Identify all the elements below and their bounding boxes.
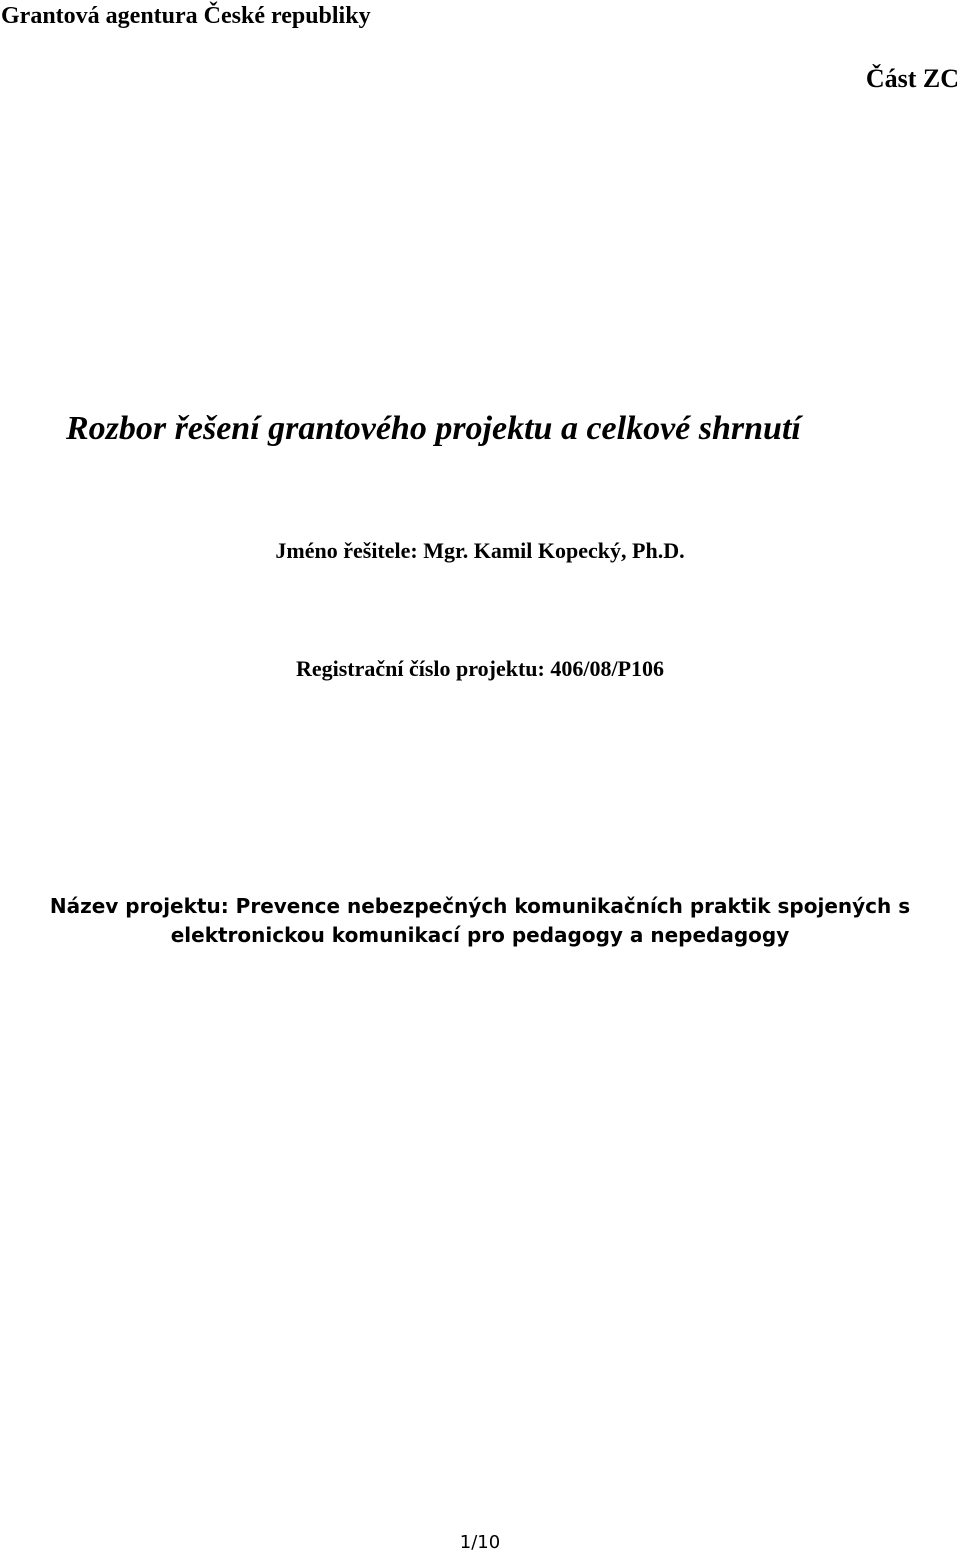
part-label: Část ZC xyxy=(865,64,959,93)
registration-line xyxy=(0,656,960,682)
agency-name: Grantová agentura České republiky xyxy=(1,3,371,29)
researcher-line xyxy=(0,538,960,564)
document-title: Rozbor řešení grantového projektu a celkové shrnutí xyxy=(66,410,801,447)
page-number: 1/10 xyxy=(459,1532,501,1553)
researcher-name: Jméno řešitele: Mgr. Kamil Kopecký, Ph.D. xyxy=(275,538,685,563)
project-name-line-2: elektronickou komunikací pro pedagogy a nepedagogy xyxy=(170,923,790,947)
registration-number: Registrační číslo projektu: 406/08/P106 xyxy=(295,656,665,681)
project-name xyxy=(20,892,940,950)
project-name-line-1: Název projektu: Prevence nebezpečných komunikačních praktik spojených s xyxy=(49,894,911,918)
